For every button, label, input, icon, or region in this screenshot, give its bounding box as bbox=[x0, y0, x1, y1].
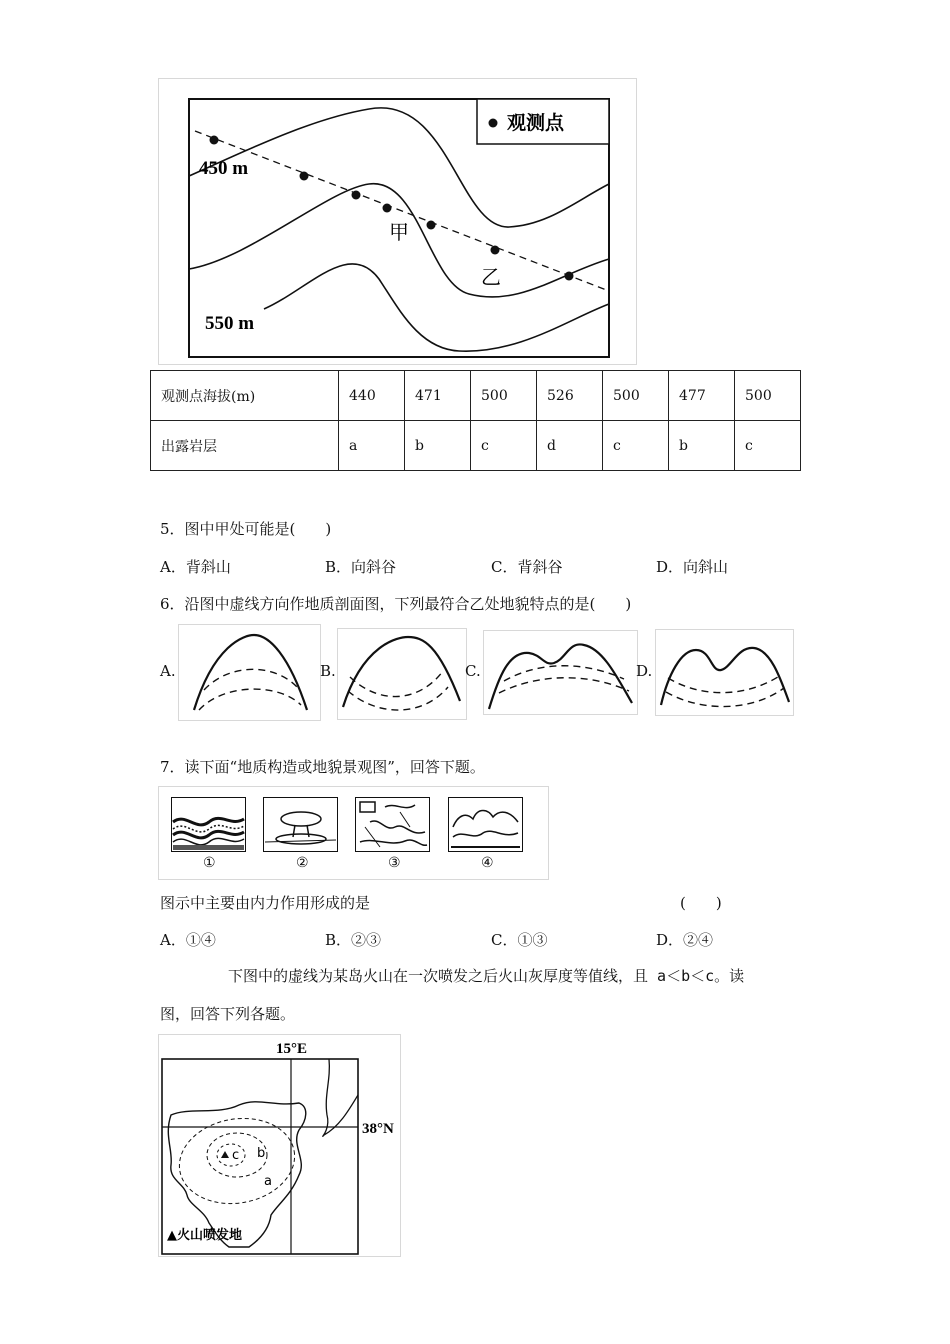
pic-label-2: ② bbox=[296, 855, 309, 871]
q5-option-b[interactable]: B．向斜谷 bbox=[325, 558, 397, 576]
q6-profile-a[interactable] bbox=[178, 624, 321, 721]
volcano-map-figure bbox=[158, 1034, 401, 1257]
fault-landform-icon[interactable] bbox=[355, 797, 430, 852]
legend-label: 观测点 bbox=[507, 112, 565, 134]
q7-option-c[interactable]: C．①③ bbox=[491, 931, 548, 949]
q6-option-c-label[interactable]: C. bbox=[465, 662, 481, 680]
observation-point bbox=[300, 172, 309, 181]
longitude-label: 15°E bbox=[276, 1041, 308, 1057]
karst-landform-icon[interactable] bbox=[448, 797, 523, 852]
table-cell: 500 bbox=[603, 371, 669, 421]
table-cell: 500 bbox=[471, 371, 537, 421]
observation-table bbox=[150, 370, 801, 471]
q5-option-d[interactable]: D．向斜山 bbox=[656, 558, 729, 576]
observation-point bbox=[352, 191, 361, 200]
observation-point bbox=[565, 272, 574, 281]
table-cell: 500 bbox=[735, 371, 801, 421]
q7-option-a[interactable]: A．①④ bbox=[160, 931, 216, 949]
legend-dot-icon bbox=[489, 119, 498, 128]
q6-profile-b[interactable] bbox=[337, 628, 467, 720]
q6-profile-c[interactable] bbox=[483, 630, 638, 715]
row-header: 观测点海拔(m) bbox=[151, 371, 339, 421]
volcano-map bbox=[159, 1035, 400, 1256]
table-cell: b bbox=[669, 421, 735, 471]
table-cell: d bbox=[537, 421, 603, 471]
table-cell: 477 bbox=[669, 371, 735, 421]
pic-label-4: ④ bbox=[481, 855, 494, 871]
q6-stem: 6．沿图中虚线方向作地质剖面图，下列最符合乙处地貌特点的是( ) bbox=[160, 595, 632, 613]
table-row bbox=[151, 421, 801, 471]
label-yi: 乙 bbox=[481, 265, 501, 289]
q6-option-d-label[interactable]: D. bbox=[636, 662, 653, 680]
intro-line-2: 图，回答下列各题。 bbox=[160, 1005, 296, 1023]
q7-answer-paren: ( ) bbox=[680, 894, 722, 912]
table-cell: 440 bbox=[339, 371, 405, 421]
contour-label-550: 550 m bbox=[205, 313, 255, 334]
contour-map bbox=[159, 79, 636, 364]
volcano-icon bbox=[221, 1151, 229, 1158]
observation-point bbox=[427, 221, 436, 230]
observation-point bbox=[491, 246, 500, 255]
q5-option-a[interactable]: A．背斜山 bbox=[160, 558, 231, 576]
isopach-label-b: b bbox=[257, 1146, 266, 1161]
q7-option-b[interactable]: B．②③ bbox=[325, 931, 382, 949]
table-row bbox=[151, 371, 801, 421]
contour-map-figure bbox=[158, 78, 637, 365]
isopach-label-c: c bbox=[232, 1148, 240, 1163]
observation-point bbox=[383, 204, 392, 213]
observation-point bbox=[210, 136, 219, 145]
table-cell: c bbox=[603, 421, 669, 471]
table-cell: a bbox=[339, 421, 405, 471]
pic-label-1: ① bbox=[203, 855, 216, 871]
q7-stem: 7．读下面“地质构造或地貌景观图”，回答下题。 bbox=[160, 758, 485, 776]
landform-images bbox=[158, 786, 549, 880]
volcano-legend: ▲火山喷发地 bbox=[167, 1228, 242, 1243]
folded-strata-icon[interactable] bbox=[171, 797, 246, 852]
latitude-label: 38°N bbox=[362, 1121, 394, 1137]
intro-line-1: 下图中的虚线为某岛火山在一次喷发之后火山灰厚度等值线，且 a＜b＜c。读 bbox=[228, 967, 745, 985]
table-cell: 471 bbox=[405, 371, 471, 421]
q7-question: 图示中主要由内力作用形成的是 bbox=[160, 894, 371, 912]
q7-option-d[interactable]: D．②④ bbox=[656, 931, 714, 949]
isopach-label-a: a bbox=[264, 1174, 272, 1189]
q6-option-b-label[interactable]: B. bbox=[320, 662, 336, 680]
row-header: 出露岩层 bbox=[151, 421, 339, 471]
q6-profile-d[interactable] bbox=[655, 629, 794, 716]
table-cell: c bbox=[735, 421, 801, 471]
label-jia: 甲 bbox=[389, 220, 409, 244]
contour-label-450: 450 m bbox=[199, 158, 249, 179]
q6-option-a-label[interactable]: A. bbox=[160, 662, 176, 680]
mushroom-rock-icon[interactable] bbox=[263, 797, 338, 852]
q5-option-c[interactable]: C．背斜谷 bbox=[491, 558, 563, 576]
pic-label-3: ③ bbox=[388, 855, 401, 871]
table-cell: 526 bbox=[537, 371, 603, 421]
table-cell: b bbox=[405, 421, 471, 471]
q5-stem: 5．图中甲处可能是( ) bbox=[160, 520, 332, 538]
table-cell: c bbox=[471, 421, 537, 471]
